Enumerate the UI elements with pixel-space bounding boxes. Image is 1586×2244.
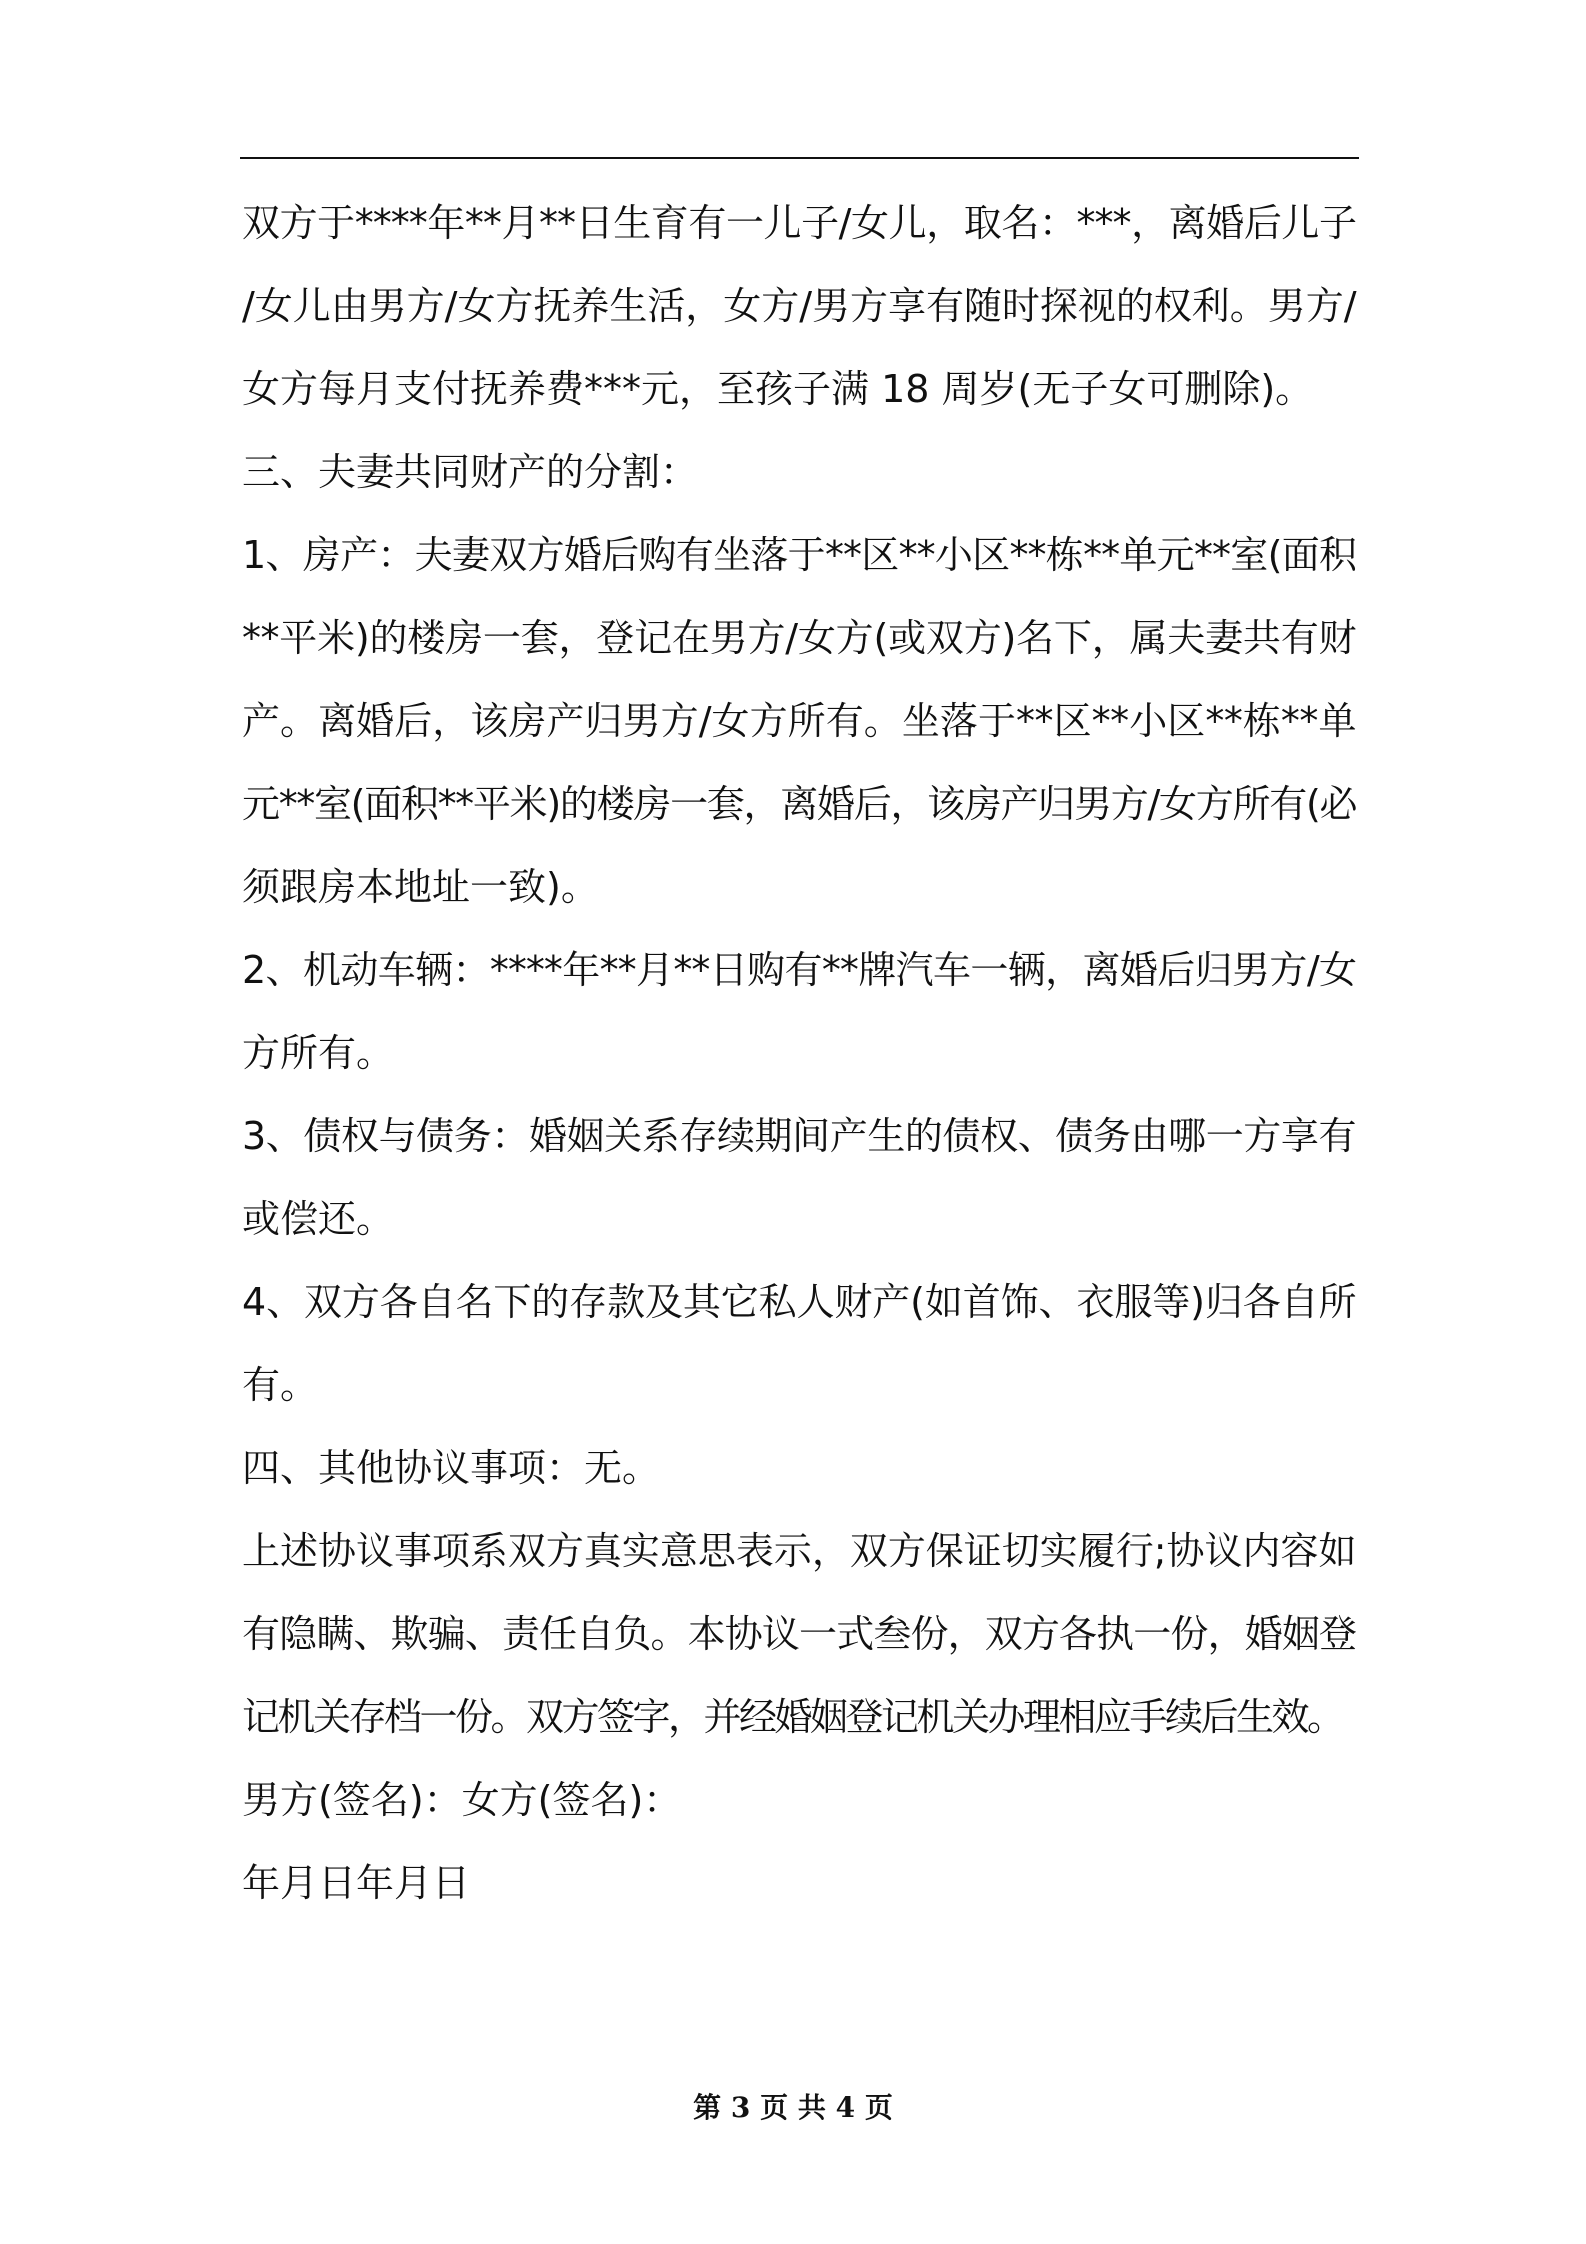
- document-body: [242, 182, 1356, 1925]
- paragraph-vehicle: [242, 929, 1356, 1095]
- text-line: 年月日年月日: [242, 1861, 471, 1905]
- text-line: 或偿还。: [242, 1197, 395, 1241]
- paragraph-debts: [242, 1095, 1356, 1261]
- text-line: 元**室(面积**平米)的楼房一套，离婚后，该房产归男方/女方所有(必: [242, 782, 1356, 826]
- header-rule: [240, 157, 1359, 159]
- text-line: 4、双方各自名下的存款及其它私人财产(如首饰、衣服等)归各自所: [242, 1280, 1356, 1324]
- page-number: 第 3 页 共 4 页: [693, 2091, 893, 2124]
- text-line: 女方每月支付抚养费***元，至孩子满 18 周岁(无子女可删除)。: [242, 367, 1314, 411]
- paragraph-agreement-statement: [242, 1510, 1356, 1759]
- paragraph-child-custody: [242, 182, 1356, 431]
- signature-line: [242, 1759, 1356, 1842]
- text-line: 男方(签名)：女方(签名)：: [242, 1778, 682, 1822]
- date-line: [242, 1842, 1356, 1925]
- section-heading-other-matters: [242, 1427, 1356, 1510]
- text-line: 1、房产：夫妻双方婚后购有坐落于**区**小区**栋**单元**室(面积: [242, 533, 1356, 577]
- text-line: 3、债权与债务：婚姻关系存续期间产生的债权、债务由哪一方享有: [242, 1114, 1356, 1158]
- text-line: /女儿由男方/女方抚养生活，女方/男方享有随时探视的权利。男方/: [242, 284, 1356, 328]
- text-line: 方所有。: [242, 1031, 395, 1075]
- section-heading-property-division: [242, 431, 1356, 514]
- text-line: 四、其他协议事项：无。: [242, 1446, 661, 1490]
- text-line: 产。离婚后，该房产归男方/女方所有。坐落于**区**小区**栋**单: [242, 699, 1356, 743]
- text-line: 三、夫妻共同财产的分割：: [242, 450, 699, 494]
- paragraph-real-estate: [242, 514, 1356, 929]
- text-line: 2、机动车辆：****年**月**日购有**牌汽车一辆，离婚后归男方/女: [242, 948, 1356, 992]
- text-line: 有。: [242, 1363, 319, 1407]
- text-line: 有隐瞒、欺骗、责任自负。本协议一式叁份，双方各执一份，婚姻登: [242, 1612, 1356, 1656]
- text-line: **平米)的楼房一套，登记在男方/女方(或双方)名下，属夫妻共有财: [242, 616, 1356, 660]
- text-line: 上述协议事项系双方真实意思表示，双方保证切实履行;协议内容如: [242, 1529, 1356, 1573]
- text-line: 记机关存档一份。双方签字，并经婚姻登记机关办理相应手续后生效。: [242, 1695, 1343, 1739]
- text-line: 须跟房本地址一致)。: [242, 865, 599, 909]
- text-line: 双方于****年**月**日生育有一儿子/女儿，取名：***，离婚后儿子: [242, 201, 1356, 245]
- paragraph-personal-property: [242, 1261, 1356, 1427]
